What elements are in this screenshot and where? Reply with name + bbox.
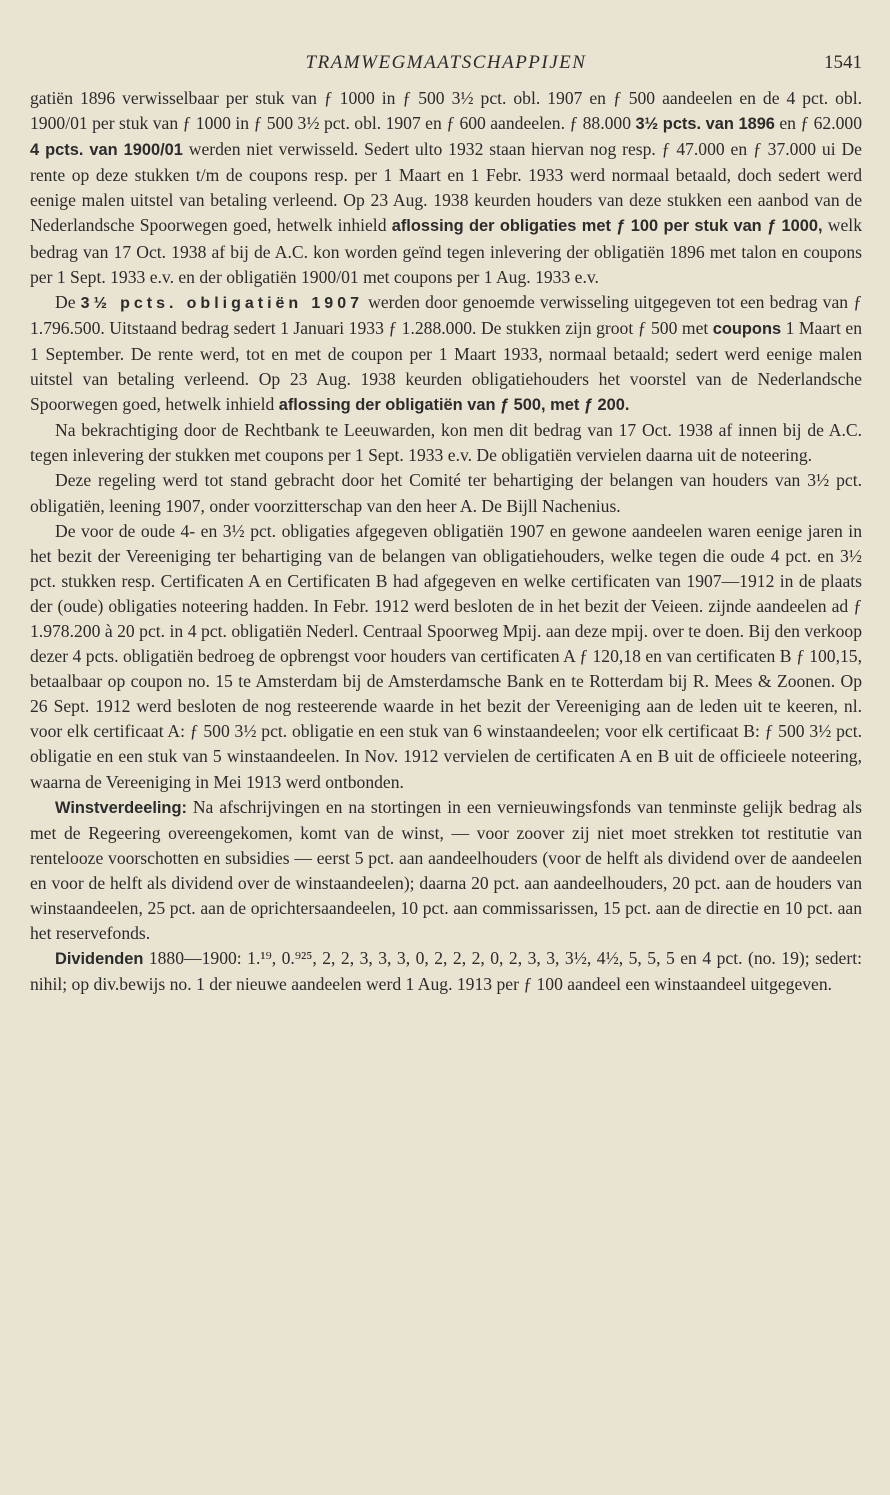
spaced-heading: 3½ pcts. obligatiën 1907	[80, 294, 363, 312]
text-run: De voor de oude 4- en 3½ pct. obligaties afgegeven obligatiën 1907 en gewone aandeelen waren eenige jaren in het bezit der Vereeniging ter behartiging van de belangen van obligatiehouders, welke tegen die oude 4 pct. en 3½ pct. stukken resp. Certificaten A en Certificaten B had afgegeven en welke certificaten van 1907—1912 in de plaats der (oude) obligaties noteering hadden. In Febr. 1912 werd besloten de in het bezit der Veieen. zijnde aandeelen ad ƒ 1.978.200 à 20 pct. in 4 pct. obligatiën Nederl. Centraal Spoorweg Mpij. aan deze mpij. over te doen. Bij den verkoop dezer 4 pcts. obligatiën bedroeg de opbrengst voor houders van certificaten A ƒ 120,18 en van certificaten B ƒ 100,15, betaalbaar op coupon no. 15 te Amsterdam bij de Amsterdamsche Bank en te Rotterdam bij R. Mees & Zoonen. Op 26 Sept. 1912 werd besloten de nog resteerende waarde in het bezit der Vereeniging aan de leden uit te keeren, nl. voor elk certificaat A: ƒ 500 3½ pct. obligatie en een stuk van 6 winstaandeelen; voor elk certificaat B: ƒ 500 3½ pct. obligatie en een stuk van 5 winstaandeelen. In Nov. 1912 vervielen de certificaten A en B uit de officieele noteering, waarna de Vereeniging in Mei 1913 werd ontbonden.	[30, 520, 862, 792]
body-text	[30, 86, 862, 997]
bold-phrase: 3½ pcts. van 1896	[635, 115, 775, 134]
bold-phrase: aflossing der obligatiën van ƒ 500, met ƒ 200.	[278, 396, 630, 415]
running-title: TRAMWEGMAATSCHAPPIJEN	[305, 52, 587, 73]
paragraph-3	[30, 418, 862, 468]
section-lead: Dividenden	[55, 950, 144, 969]
text-run: Deze regeling werd tot stand gebracht door het Comité ter behartiging der belangen van houders van 3½ pct. obligatiën, leening 1907, onder voorzitterschap van den heer A. De Bijll Nachenius.	[30, 470, 862, 516]
paragraph-4	[30, 468, 862, 518]
text-run: en ƒ 62.000	[774, 113, 862, 134]
text-run: De	[55, 291, 81, 312]
page-number: 1541	[824, 52, 862, 73]
section-lead: Winstverdeeling:	[55, 798, 187, 817]
text-run: 1880—1900: 1.¹⁹, 0.⁹²⁵, 2, 2, 3, 3, 3, 0, 2, 2, 2, 0, 2, 3, 3, 3½, 4½, 5, 5, 5 en 4 pct. (no. 19); sedert: nihil; op div.bewijs no. 1 der nieuwe aandeelen werd 1 Aug. 1913 per ƒ 100 aandeel een winstaandeel uitgegeven.	[30, 948, 862, 995]
page	[30, 52, 862, 997]
bold-phrase: 4 pcts. van 1900/01	[30, 141, 183, 160]
text-run: welk bedrag van 17 Oct. 1938 af bij de A.C. kon worden geïnd tegen inlevering der obligatiën 1896 met talon en coupons per 1 Sept. 1933 e.v. en der obligatiën 1900/01 met coupons per 1 Aug. 1933 e.v.	[30, 215, 862, 287]
text-run: werden niet verwisseld. Sedert ulto 1932 staan hiervan nog resp. ƒ 47.000 en ƒ 37.000 ui De rente op deze stukken t/m de coupons resp. per 1 Maart en 1 Febr. 1933 werd normaal betaald, doch sedert werd eenige malen uitstel van betaling verleend. Op 23 Aug. 1938 keurden houders van deze stukken een aanbod van de Nederlandsche Spoorwegen goed, hetwelk inhield	[30, 139, 862, 236]
text-run: gatiën 1896 verwisselbaar per stuk van ƒ 1000 in ƒ 500 3½ pct. obl. 1907 en ƒ 500 aandeelen en de 4 pct. obl. 1900/01 per stuk van ƒ 1000 in ƒ 500 3½ pct. obl. 1907 en ƒ 600 aandeelen. ƒ 88.000	[30, 88, 862, 134]
bold-phrase: aflossing der obligaties met ƒ 100 per stuk van ƒ 1000,	[391, 217, 823, 236]
paragraph-6	[30, 795, 862, 947]
paragraph-5	[30, 519, 862, 795]
text-run: 1 Maart en 1 September. De rente werd, tot en met de coupon per 1 Maart 1933, normaal betaald; sedert werd eenige malen uitstel van betaling verleend. Op 23 Aug. 1938 keurden obligatiehouders het voorstel van de Nederlandsche Spoorwegen goed, hetwelk inhield	[30, 317, 862, 415]
text-run: werden door genoemde verwisseling uitgegeven tot een bedrag van ƒ 1.796.500. Uitstaand bedrag sedert 1 Januari 1933 ƒ 1.288.000. De stukken zijn groot ƒ 500 met	[30, 291, 862, 338]
paragraph-1	[30, 86, 862, 290]
paragraph-2	[30, 290, 862, 418]
paragraph-7	[30, 946, 862, 997]
bold-phrase: coupons	[712, 319, 782, 338]
running-head	[30, 52, 862, 86]
text-run: Na bekrachtiging door de Rechtbank te Leeuwarden, kon men dit bedrag van 17 Oct. 1938 af innen bij de A.C. tegen inlevering der stukken met coupons per 1 Sept. 1933 e.v. De obligatiën vervielen daarna uit de noteering.	[30, 420, 862, 466]
text-run: Na afschrijvingen en na stortingen in een vernieuwingsfonds van tenminste gelijk bedrag als met de Regeering overeengekomen, komt van de winst, — voor zoover zij niet moet strekken tot restitutie van rentelooze voorschotten en subsidies — eerst 5 pct. aan aandeelhouders (voor de helft als dividend over de aandeelen en voor de helft als dividend over de winstaandeelen); daarna 20 pct. aan aandeelhouders, 20 pct. aan de houders van winstaandeelen, 25 pct. aan de oprichtersaandeelen, 10 pct. aan commissarissen, 15 pct. aan de directie en 10 pct. aan het reservefonds.	[30, 796, 862, 944]
